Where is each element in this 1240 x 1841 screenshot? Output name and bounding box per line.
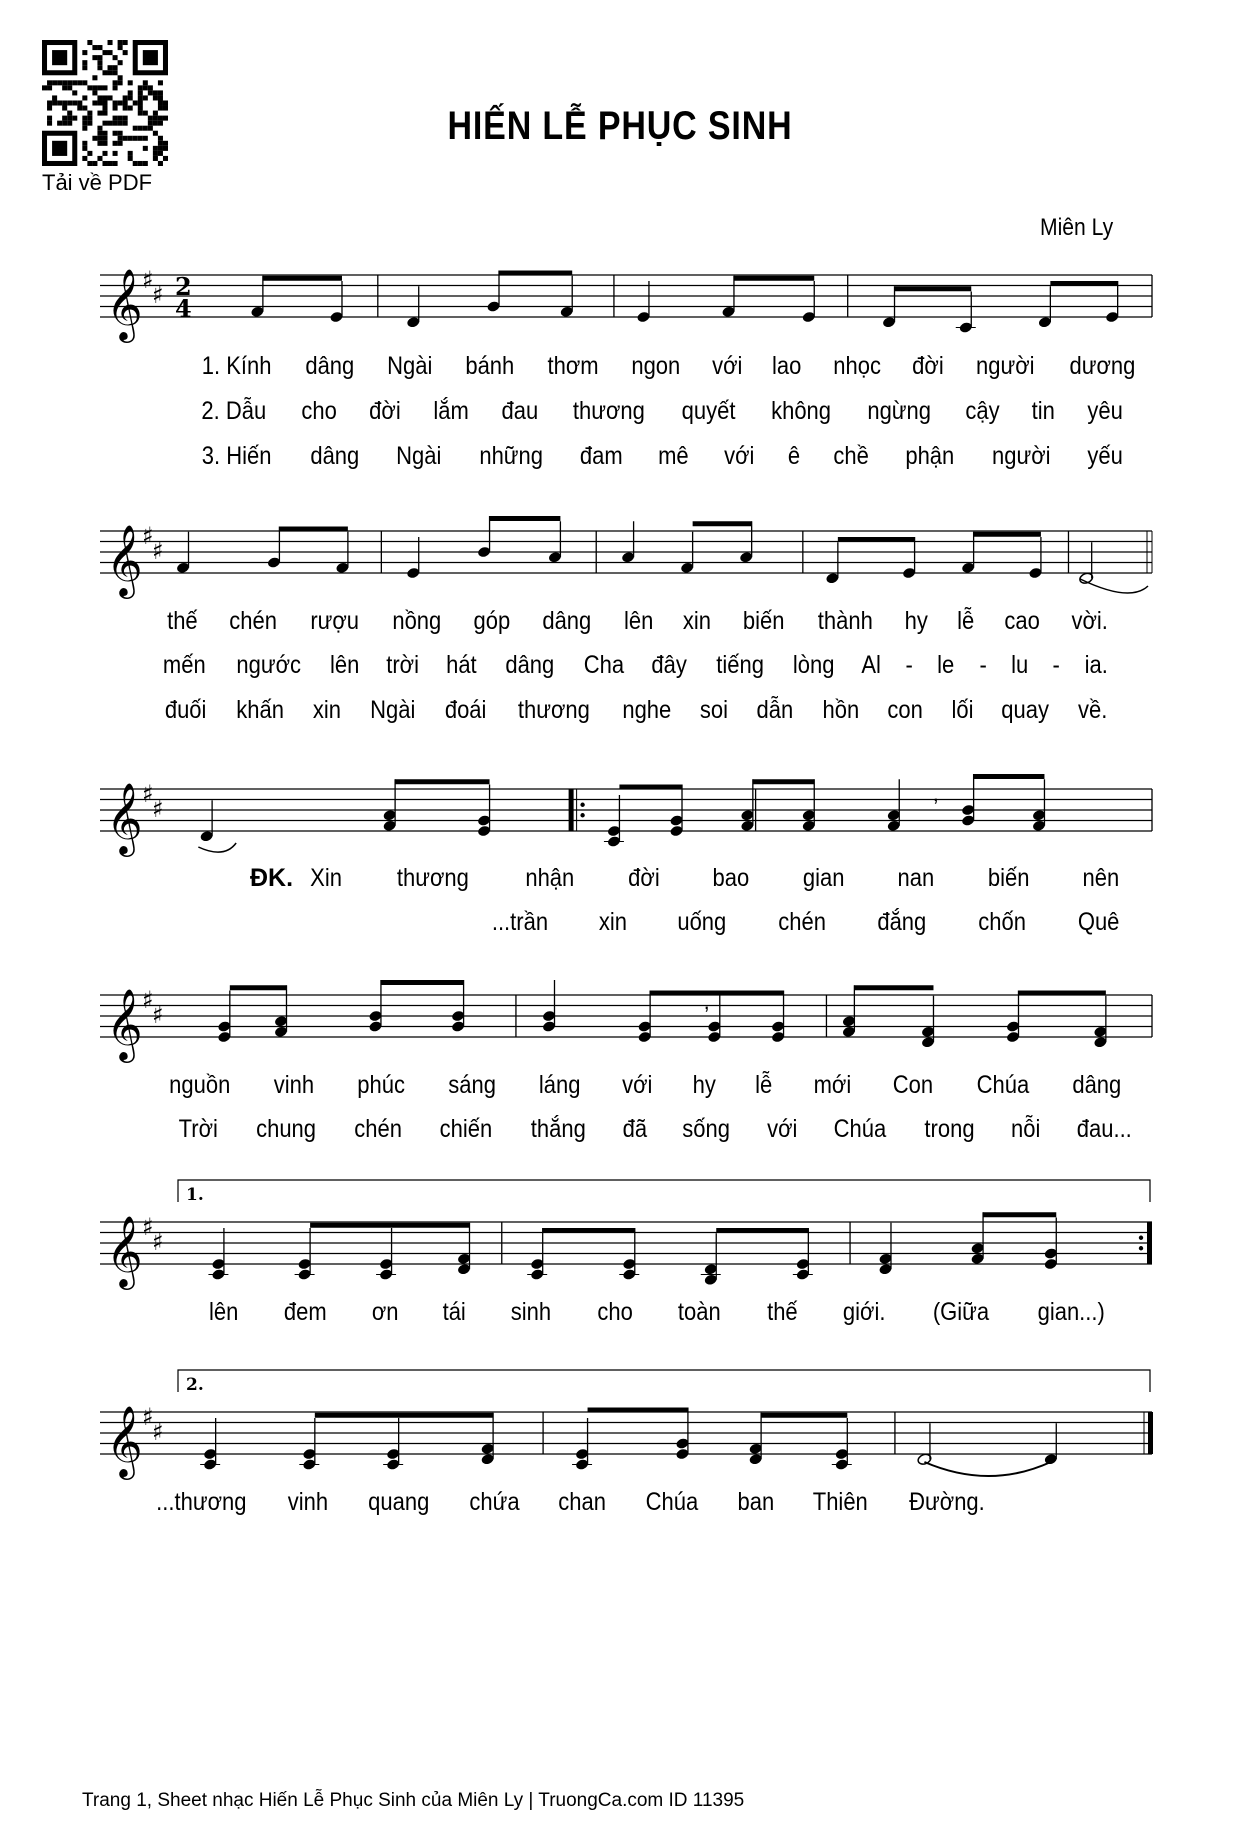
lyric-syllable: vời. [1071, 607, 1108, 635]
volta-number: 1. [186, 1185, 204, 1205]
treble-clef-icon: 𝄞 [106, 987, 143, 1060]
lyric-syllable: nan [897, 864, 935, 892]
volta-bracket [178, 1370, 1150, 1392]
lyric-syllable: ...trần [491, 908, 549, 936]
sharp-f-icon: ♯ [142, 1403, 154, 1431]
sharp-f-icon: ♯ [142, 986, 154, 1014]
lyric-syllable: mê [658, 442, 690, 470]
lyric-syllable: dẫn [756, 696, 794, 724]
repeat-start-barline [569, 789, 574, 831]
lyric-syllable: chề [833, 442, 869, 470]
lyric-syllable: bao [712, 864, 750, 892]
sharp-c-icon: ♯ [152, 1418, 164, 1446]
lyric-syllable: thương [397, 864, 470, 892]
time-signature-top: 2 [175, 272, 192, 301]
sharp-c-icon: ♯ [152, 795, 164, 823]
lyric-syllable: đời [912, 352, 945, 380]
lyric-syllable: biến [742, 607, 785, 635]
lyric-syllable: đắng [877, 908, 927, 936]
lyric-syllable: cho [300, 397, 337, 425]
lyric-syllable: sáng [448, 1071, 496, 1099]
lyric-syllable: ia. [1084, 651, 1109, 679]
lyric-syllable: ngước [235, 651, 301, 679]
lyric-syllable: trời [386, 651, 420, 679]
lyric-syllable: Chúa [645, 1488, 699, 1516]
lyric-syllable: dương [1069, 352, 1136, 380]
lyric-line [207, 1298, 1110, 1327]
lyric-syllable: ngon [631, 352, 681, 380]
lyric-syllable: - [979, 651, 987, 679]
lyric-syllable: tin [1031, 397, 1056, 425]
lyric-syllable: đoái [445, 696, 487, 724]
lyric-syllable: chan [558, 1488, 607, 1516]
lyric-syllable: vinh [287, 1488, 329, 1516]
note-beam [1050, 281, 1117, 286]
note-beam [650, 991, 783, 996]
note-beam [895, 286, 972, 291]
composer: Miên Ly [1040, 214, 1114, 241]
lyric-syllable: xin [683, 607, 712, 635]
lyric-syllable: lễ [956, 607, 975, 635]
lyric-syllable: về. [1078, 696, 1108, 724]
note-beam [315, 1413, 493, 1418]
lyric-syllable: góp [473, 607, 511, 635]
note-beam [619, 785, 682, 790]
sharp-f-icon: ♯ [142, 522, 154, 550]
final-barline [1148, 1412, 1153, 1454]
lyric-syllable: thương [573, 397, 646, 425]
repeat-dot [580, 813, 584, 817]
tie [198, 843, 236, 852]
lyric-syllable: thế [766, 1298, 798, 1326]
lyric-syllable: lu [1010, 651, 1029, 679]
lyric-syllable: nghe [622, 696, 672, 724]
lyric-syllable: láng [538, 1071, 581, 1099]
lyric-syllable: gian...) [1038, 1298, 1106, 1326]
treble-clef-icon: 𝄞 [106, 781, 143, 854]
treble-clef-icon: 𝄞 [106, 267, 143, 340]
lyric-syllable: xin [599, 908, 628, 936]
note-beam [279, 527, 347, 532]
download-pdf-link[interactable]: Tải về PDF [42, 170, 153, 195]
lyric-syllable: đuối [164, 696, 207, 724]
lyric-syllable: 1. Kính [201, 352, 272, 380]
lyric-syllable: trong [924, 1115, 975, 1143]
lyric-line [165, 1071, 1125, 1100]
lyric-syllable: tiếng [715, 651, 764, 679]
lyric-syllable: đã [622, 1115, 647, 1143]
lyric-syllable: sinh [510, 1298, 552, 1326]
lyric-syllable: với [723, 442, 755, 470]
lyric-syllable: thơm [547, 352, 599, 380]
lyric-syllable: 3. Hiến [201, 442, 272, 470]
note-beam [395, 779, 489, 784]
lyric-syllable: đời [368, 397, 401, 425]
lyric-line [197, 397, 1125, 426]
lyric-syllable: những [478, 442, 543, 470]
lyric-syllable: khấn [236, 696, 285, 724]
lyric-syllable: soi [700, 696, 729, 724]
note-beam [1018, 991, 1105, 996]
lyric-syllable: đau... [1077, 1115, 1133, 1143]
lyric-syllable: chén [778, 908, 827, 936]
lyric-syllable: tái [442, 1298, 466, 1326]
note-beam [588, 1408, 688, 1413]
lyric-syllable: Trời [178, 1115, 218, 1143]
lyric-syllable: vinh [274, 1071, 315, 1099]
chorus-label: ĐK. [250, 864, 294, 892]
lyric-syllable: - [1052, 651, 1061, 679]
breath-mark-icon: , [703, 989, 710, 1014]
lyric-syllable: nhận [525, 864, 575, 892]
lyric-syllable: Quê [1077, 908, 1120, 936]
lyric-syllable: chiến [439, 1115, 493, 1143]
note-beam [983, 1212, 1056, 1217]
lyric-syllable: đam [580, 442, 624, 470]
lyric-syllable: thành [817, 607, 873, 635]
lyric-line [197, 442, 1125, 471]
lyric-syllable: nguồn [169, 1071, 231, 1099]
lyric-syllable: Al [861, 651, 881, 679]
time-signature-bottom: 4 [175, 294, 192, 323]
lyric-syllable: ơn [371, 1298, 399, 1326]
lyric-syllable: quay [1001, 696, 1050, 724]
lyric-syllable: hy [692, 1071, 716, 1099]
lyric-syllable: nỗi [1011, 1115, 1041, 1143]
lyric-syllable: Ngài [387, 352, 433, 380]
lyric-syllable: yếu [1087, 442, 1123, 470]
lyric-syllable: hồn [822, 696, 860, 724]
lyric-syllable: toàn [678, 1298, 722, 1326]
repeat-dot [580, 803, 584, 807]
lyric-syllable: chén [354, 1115, 402, 1143]
lyric-syllable: lao [772, 352, 802, 380]
lyric-syllable: đau [501, 397, 538, 425]
lyric-syllable: đây [651, 651, 688, 679]
lyric-syllable: với [711, 352, 743, 380]
lyric-syllable: lên [209, 1298, 239, 1326]
repeat-end-barline [1147, 1222, 1152, 1264]
note-beam [974, 532, 1041, 537]
lyric-syllable: (Giữa [932, 1298, 990, 1326]
note-beam [693, 521, 752, 526]
lyric-syllable: với [622, 1071, 653, 1099]
volta-bracket [178, 1180, 1150, 1202]
lyric-syllable: chung [255, 1115, 316, 1143]
lyric-syllable: yêu [1087, 397, 1123, 425]
note-beam [854, 985, 933, 990]
lyric-syllable: giới. [842, 1298, 886, 1326]
lyric-syllable: thương [518, 696, 591, 724]
lyric-syllable: với [766, 1115, 798, 1143]
lyric-syllable: lòng [792, 651, 835, 679]
lyric-syllable: Cha [583, 651, 624, 679]
lyric-syllable: Đường. [909, 1488, 985, 1516]
lyric-syllable: le [937, 651, 955, 679]
lyric-syllable: nên [1082, 864, 1120, 892]
lyric-syllable: thế [167, 607, 198, 635]
sharp-f-icon: ♯ [142, 1213, 154, 1241]
lyric-syllable: dâng [505, 651, 555, 679]
lyric-syllable: nhọc [833, 352, 881, 380]
lyric-syllable: - [905, 651, 913, 679]
sharp-c-icon: ♯ [152, 537, 164, 565]
lyric-syllable: ngừng [867, 397, 932, 425]
lyric-syllable: con [887, 696, 924, 724]
note-beam [499, 271, 572, 276]
lyric-syllable: phận [904, 442, 954, 470]
lyric-syllable: Chúa [976, 1071, 1029, 1099]
lyric-syllable: mới [813, 1071, 851, 1099]
note-beam [490, 516, 561, 521]
lyric-syllable: Thiên [812, 1488, 868, 1516]
lyric-syllable: lắm [432, 397, 469, 425]
sharp-f-icon: ♯ [142, 780, 154, 808]
lyric-syllable: người [991, 442, 1051, 470]
lyric-syllable: Ngài [370, 696, 416, 724]
note-beam [761, 1413, 847, 1418]
lyric-syllable: sống [682, 1115, 731, 1143]
note-beam [734, 276, 814, 281]
lyric-syllable: không [771, 397, 832, 425]
tie [924, 1462, 1050, 1476]
lyric-syllable: Xin [310, 864, 342, 892]
lyric-line [150, 1488, 990, 1517]
lyric-syllable: mến [162, 651, 206, 679]
song-title: HIẾN LỄ PHỤC SINH [447, 104, 793, 148]
lyric-syllable: cậy [965, 397, 1001, 425]
lyric-syllable: hy [904, 607, 928, 635]
treble-clef-icon: 𝄞 [106, 1404, 143, 1477]
note-beam [716, 1228, 808, 1233]
note-beam [263, 276, 342, 281]
lyric-syllable: ban [737, 1488, 774, 1516]
note-beam [838, 537, 915, 542]
lyric-syllable: uống [677, 908, 727, 936]
repeat-dot [1139, 1246, 1143, 1250]
lyric-syllable: dâng [542, 607, 592, 635]
lyric-syllable: quang [367, 1488, 430, 1516]
lyric-syllable: nồng [392, 607, 442, 635]
lyric-line [165, 607, 1110, 636]
lyric-syllable: gian [802, 864, 845, 892]
treble-clef-icon: 𝄞 [106, 523, 143, 596]
lyric-line [197, 352, 1140, 381]
lyric-syllable: quyết [681, 397, 736, 425]
sharp-c-icon: ♯ [152, 281, 164, 309]
lyric-syllable: chốn [978, 908, 1027, 936]
lyric-line [162, 696, 1110, 725]
note-beam [381, 980, 464, 985]
sharp-c-icon: ♯ [152, 1001, 164, 1029]
note-beam [310, 1223, 469, 1228]
volta-number: 2. [186, 1375, 204, 1395]
lyric-line [250, 864, 1122, 893]
lyric-syllable: ê [787, 442, 800, 470]
note-beam [753, 779, 814, 784]
sharp-c-icon: ♯ [152, 1228, 164, 1256]
lyric-syllable: biến [987, 864, 1030, 892]
lyric-syllable: dâng [1072, 1071, 1122, 1099]
lyric-line [176, 1115, 1136, 1144]
lyric-line [160, 651, 1110, 680]
lyric-syllable: Chúa [833, 1115, 887, 1143]
lyric-syllable: lên [329, 651, 360, 679]
lyric-syllable: cho [596, 1298, 633, 1326]
lyric-syllable: dâng [305, 352, 355, 380]
lyric-syllable: Ngài [395, 442, 442, 470]
lyric-syllable: phúc [357, 1071, 405, 1099]
lyric-syllable: lên [623, 607, 653, 635]
lyric-syllable: Con [892, 1071, 934, 1099]
lyric-syllable: 2. Dẫu [201, 397, 267, 425]
lyric-syllable: chén [229, 607, 278, 635]
lyric-syllable: hát [446, 651, 477, 679]
lyric-syllable: lễ [755, 1071, 773, 1099]
lyric-syllable: dâng [309, 442, 359, 470]
lyric-syllable: đời [628, 864, 660, 892]
lyric-syllable: đem [283, 1298, 327, 1326]
lyric-syllable: ...thương [156, 1488, 247, 1516]
page-footer: Trang 1, Sheet nhạc Hiến Lễ Phục Sinh của Miên Ly | TruongCa.com ID 11395 [82, 1790, 745, 1811]
treble-clef-icon: 𝄞 [106, 1214, 143, 1287]
note-beam [974, 774, 1045, 779]
sharp-f-icon: ♯ [142, 266, 154, 294]
lyric-syllable: người [976, 352, 1035, 380]
lyric-syllable: bánh [465, 352, 515, 380]
repeat-dot [1139, 1236, 1143, 1240]
lyric-syllable: lối [951, 696, 974, 724]
lyric-syllable: thắng [530, 1115, 586, 1143]
lyric-line [488, 908, 1122, 937]
note-beam [230, 985, 287, 990]
lyric-syllable: chứa [469, 1488, 520, 1516]
breath-mark-icon: , [932, 781, 939, 806]
lyric-syllable: xin [313, 696, 342, 724]
lyric-syllable: cao [1004, 607, 1040, 635]
note-beam [543, 1228, 635, 1233]
lyric-syllable: rượu [310, 607, 360, 635]
